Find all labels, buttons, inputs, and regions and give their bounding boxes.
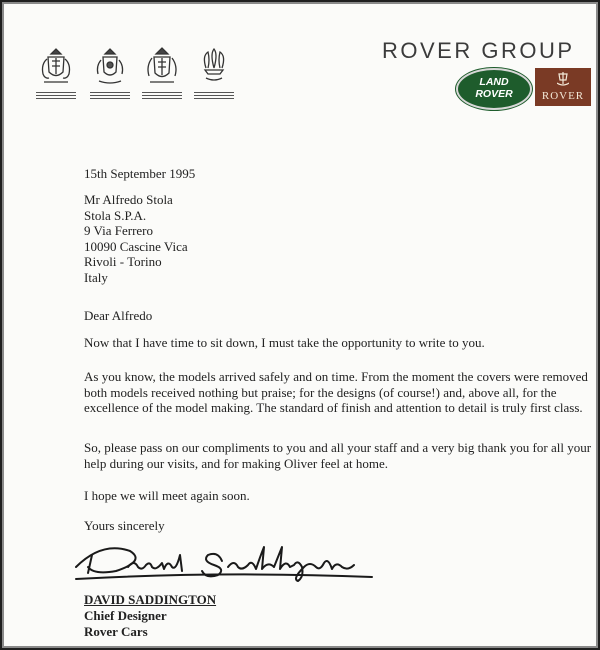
royal-warrant-crest-icon (88, 46, 132, 104)
signatory-organisation: Rover Cars (84, 624, 148, 639)
body-paragraph: As you know, the models arrived safely and on time. From the moment the covers were removed both models received nothing but praise; for the designs (of course!) and, above all, for the excellence of the model making. The standard of finish and attention to detail is truly first class. (84, 369, 588, 416)
royal-warrant-crest-icon (140, 46, 184, 104)
royal-warrant-crest-icon (34, 46, 78, 104)
letter-page (4, 4, 596, 646)
body-paragraph: So, please pass on our compliments to you and all your staff and a very big thank you for all your help during our visits, and for making Oliver feel at home. (84, 440, 592, 471)
handwritten-signature (72, 537, 402, 585)
viking-ship-icon (557, 71, 569, 87)
address-line: Rivoli - Torino (84, 254, 162, 270)
body-paragraph: Now that I have time to sit down, I must take the opportunity to write to you. (84, 335, 485, 350)
address-line: Italy (84, 269, 108, 285)
signatory-name: DAVID SADDINGTON (84, 592, 217, 607)
complimentary-close: Yours sincerely (84, 518, 165, 533)
address-line: 10090 Cascine Vica (84, 238, 188, 254)
salutation: Dear Alfredo (84, 308, 153, 323)
land-rover-logo-line: ROVER (475, 88, 513, 100)
signatory-title: Chief Designer (84, 608, 167, 623)
letter-date: 15th September 1995 (84, 166, 196, 181)
prince-of-wales-feathers-icon (192, 46, 236, 104)
royal-warrants (34, 46, 234, 106)
rover-logo (535, 68, 591, 106)
brand-wordmark: ROVER GROUP (382, 38, 575, 63)
address-line: Stola S.P.A. (84, 207, 147, 223)
land-rover-logo (456, 68, 532, 110)
land-rover-logo-line: LAND (479, 76, 509, 88)
rover-logo-word: ROVER (541, 90, 585, 102)
address-line: 9 Via Ferrero (84, 223, 154, 239)
address-line: Mr Alfredo Stola (84, 192, 173, 207)
recipient-address (84, 192, 188, 286)
body-paragraph: I hope we will meet again soon. (84, 488, 250, 503)
